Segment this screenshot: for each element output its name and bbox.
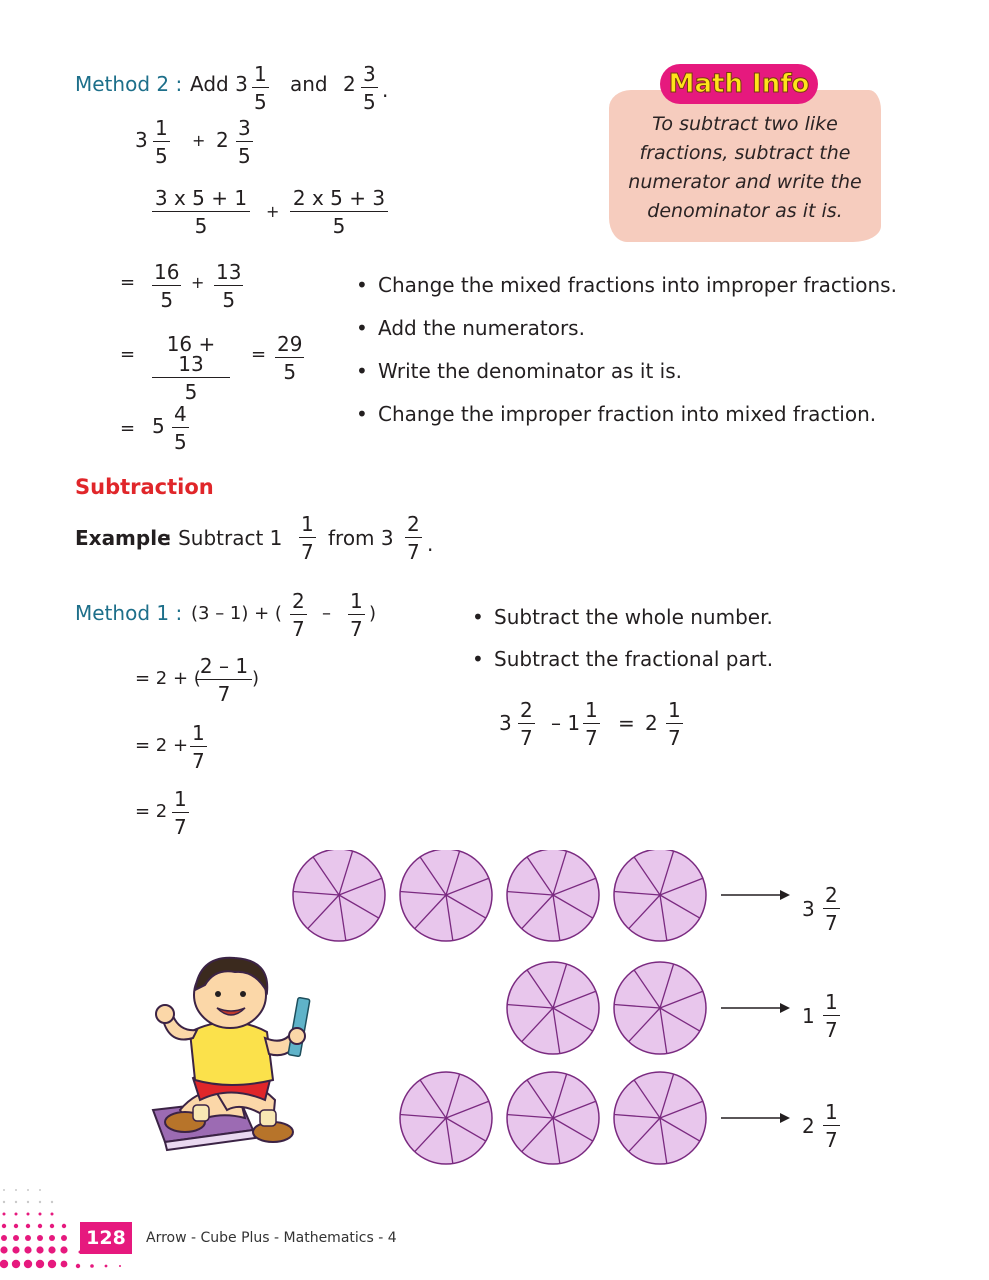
plus-sign: + [266, 202, 280, 221]
fraction-circle [614, 1072, 706, 1164]
fraction: $\frac{1}{7}$ [825, 1100, 838, 1152]
math-info-text: To subtract two like fractions, subtract the numerator and write the denominator as it is. [628, 113, 862, 222]
boy-illustration [145, 950, 320, 1155]
fraction: $\frac{1}{7}$ [192, 721, 205, 773]
fraction: $\frac{3}{5}$ [363, 62, 376, 114]
step-prefix: = 2 + [135, 735, 189, 756]
bullet-item: • Write the denominator as it is. [356, 359, 683, 383]
fraction: $\frac{2}{7}$ [825, 883, 838, 935]
fraction-circles-diagram [280, 850, 880, 1170]
fraction: $\frac{1}{7}$ [585, 698, 598, 750]
add-intro: Add 3 [190, 72, 248, 96]
footer-title: Arrow - Cube Plus - Mathematics - 4 [146, 1230, 397, 1246]
equals-sign: = [120, 272, 136, 293]
equals-sign: = [120, 344, 136, 365]
example-label: Example [75, 526, 171, 550]
step-prefix: = 2 + ( [135, 668, 201, 689]
whole-number: 3 [135, 128, 148, 152]
fraction: $\frac{1}{7}$ [350, 589, 363, 641]
bullet-item: • Subtract the fractional part. [472, 647, 774, 671]
fraction: $\frac{1}{7}$ [825, 990, 838, 1042]
minus-sign: – [322, 603, 331, 624]
bullet-item: • Add the numerators. [356, 316, 585, 340]
method-1-label: Method 1 : [75, 601, 183, 625]
paren: ) [369, 603, 377, 624]
method-2-label: Method 2 : [75, 72, 183, 96]
fraction: $\frac{13}{5}$ [216, 260, 242, 312]
fraction-circle [507, 1072, 599, 1164]
fraction: $\frac{1}{7}$ [668, 698, 681, 750]
fraction: $\frac{4}{5}$ [174, 402, 187, 454]
fraction: $\frac{1}{7}$ [301, 512, 314, 564]
fraction: $\frac{1}{7}$ [174, 787, 187, 839]
method-1-expression: (3 – 1) + ( [191, 603, 282, 624]
fraction: $\frac{2}{7}$ [520, 698, 533, 750]
fraction: $\frac{2 x 5 + 3}{5}$ [290, 188, 388, 236]
arrow-head-icon [780, 1003, 790, 1013]
fraction: $\frac{29}{5}$ [277, 332, 303, 384]
whole-number: 3 [499, 711, 512, 735]
whole-number: 1 [802, 1004, 815, 1028]
bullet-item: • Subtract the whole number. [472, 605, 773, 629]
fraction: $\frac{2}{7}$ [292, 589, 305, 641]
fraction: $\frac{2}{7}$ [407, 512, 420, 564]
from-word: from 3 [328, 526, 394, 550]
fraction-circle [614, 962, 706, 1054]
plus-sign: + [192, 131, 206, 150]
plus-sign: + [191, 273, 205, 292]
and-word: and [290, 72, 328, 96]
math-info-title: Math Info [660, 64, 818, 104]
fraction-circle [507, 962, 599, 1054]
whole-number: 2 [645, 711, 658, 735]
period: . [427, 532, 434, 556]
whole-number: 3 [802, 897, 815, 921]
whole-number: 5 [152, 414, 165, 438]
fraction-circle [293, 850, 385, 941]
equals-sign: = [251, 344, 267, 365]
whole-number: 2 [216, 128, 229, 152]
whole-number: 2 [343, 72, 356, 96]
arrow-head-icon [780, 890, 790, 900]
fraction: $\frac{3 x 5 + 1}{5}$ [152, 188, 250, 236]
fraction: $\frac{3}{5}$ [238, 116, 251, 168]
example-text: : Subtract 1 [165, 526, 283, 550]
step-prefix: = 2 [135, 801, 168, 822]
page-number: 128 [80, 1222, 132, 1254]
bullet-item: • Change the improper fraction into mixed fraction. [356, 402, 877, 426]
fraction-circle [400, 1072, 492, 1164]
equals-sign: = [618, 711, 635, 735]
fraction: $\frac{1}{5}$ [254, 62, 267, 114]
paren: ) [252, 668, 260, 689]
bullet-item: • Change the mixed fractions into improper fractions. [356, 273, 897, 297]
fraction: $\frac{16 + 13}{5}$ [152, 334, 230, 402]
fraction-circle [400, 850, 492, 941]
equals-sign: = [120, 418, 136, 439]
fraction: $\frac{16}{5}$ [154, 260, 180, 312]
fraction-circle [507, 850, 599, 941]
fraction-circle [614, 850, 706, 941]
arrow-head-icon [780, 1113, 790, 1123]
period: . [382, 78, 389, 102]
fraction: $\frac{2 - 1}{7}$ [196, 656, 252, 704]
minus-whole: – 1 [551, 711, 581, 735]
fraction: $\frac{1}{5}$ [155, 116, 168, 168]
section-heading: Subtraction [75, 475, 214, 499]
whole-number: 2 [802, 1114, 815, 1138]
